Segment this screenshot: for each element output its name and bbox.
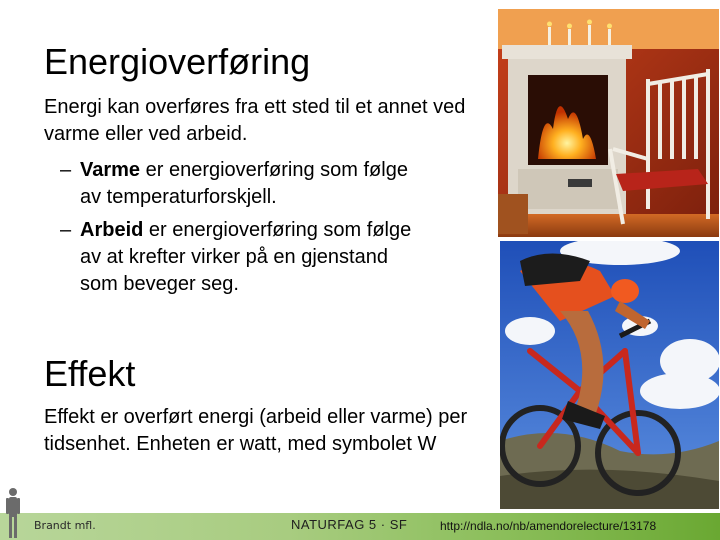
bullet-dash: –: [60, 219, 72, 241]
bullet-list: [60, 157, 420, 304]
bullet-work: [60, 217, 420, 298]
power-paragraph: Effekt er overført energi (arbeid eller varme) per tidsenhet. Enheten er watt, med symbolet W: [44, 406, 468, 455]
bullet-text-heat: er energioverføring som følge av temperaturforskjell.: [80, 159, 408, 208]
mountain-bike-photo: [500, 241, 719, 509]
person-silhouette-icon: [4, 486, 22, 540]
footer-url[interactable]: http://ndla.no/nb/amendorelecture/13178: [440, 519, 657, 533]
footer-course: NATURFAG 5 · SF: [291, 517, 408, 532]
footer-bar: [0, 513, 720, 540]
section-title-energy-transfer: Energioverføring: [44, 41, 311, 82]
footer-author: Brandt mfl.: [34, 519, 96, 532]
intro-paragraph: Energi kan overføres fra ett sted til et annet ved varme eller ved arbeid.: [44, 96, 466, 145]
bullet-term-work: Arbeid: [80, 219, 144, 241]
section-title-power: Effekt: [44, 353, 136, 394]
bullet-text-work: er energioverføring som følge av at krefter virker på en gjenstand som beveger seg.: [80, 219, 412, 295]
bullet-term-heat: Varme: [80, 159, 141, 181]
bullet-dash: –: [60, 159, 72, 181]
bullet-heat: [60, 157, 420, 211]
fireplace-photo: [498, 9, 719, 237]
